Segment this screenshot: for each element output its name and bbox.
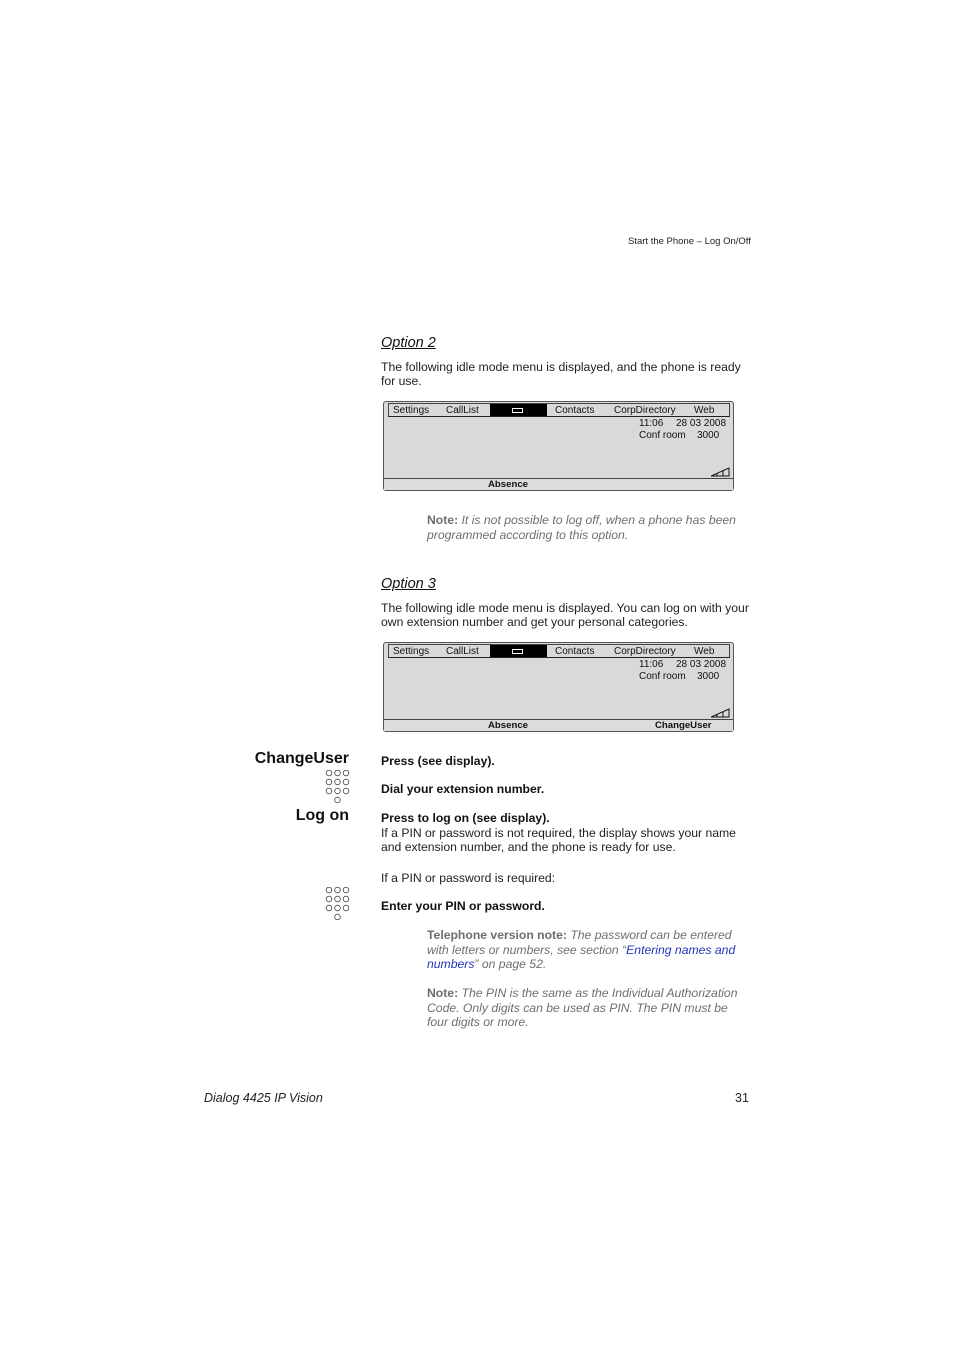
signal-strength-icon	[711, 708, 730, 718]
tab-web: Web	[694, 646, 715, 657]
display-room: Conf room	[639, 430, 686, 441]
version-note-text-2: ” on page 52.	[474, 957, 547, 972]
display-date: 28 03 2008	[676, 659, 727, 670]
changeuser-key-label: ChangeUser	[254, 750, 349, 767]
note-label: Note:	[427, 513, 459, 527]
pin-note	[427, 986, 752, 1030]
step-press-logon: Press to log on (see display).	[381, 811, 550, 825]
tab-contacts: Contacts	[555, 405, 595, 416]
note-text: It is not possible to log off, when a phone has been programmed according to this option.	[427, 513, 736, 542]
tab-calllist: CallList	[446, 646, 479, 657]
tab-idle-active	[490, 645, 547, 657]
pin-note-label: Note:	[427, 986, 459, 1000]
tab-settings: Settings	[393, 646, 430, 657]
display-extension: 3000	[697, 671, 720, 682]
tab-calllist: CallList	[446, 405, 479, 416]
softkey-bar	[384, 478, 733, 490]
pin-note-text: The PIN is the same as the Individual Authorization Code. Only digits can be used as PIN. The PIN must be four digits or more.	[427, 986, 738, 1030]
display-tab-bar	[388, 644, 730, 658]
option-2-title: Option 2	[381, 335, 436, 351]
step-enter-pin: Enter your PIN or password.	[381, 899, 545, 913]
telephone-version-note	[427, 928, 752, 972]
option-3-text: The following idle mode menu is displayed. You can log on with your own extension number and get your personal categories.	[381, 601, 749, 630]
display-extension: 3000	[697, 430, 720, 441]
softkey-absence[interactable]: Absence	[488, 479, 528, 490]
pin-required-text: If a PIN or password is required:	[381, 871, 556, 885]
display-room: Conf room	[639, 671, 686, 682]
tab-corpdirectory: CorpDirectory	[614, 405, 676, 416]
step-press-display: Press (see display).	[381, 754, 495, 768]
softkey-changeuser[interactable]: ChangeUser	[655, 720, 712, 731]
softkey-bar	[384, 719, 733, 731]
keypad-icon	[325, 770, 350, 803]
display-date: 28 03 2008	[676, 418, 727, 429]
running-header: Start the Phone – Log On/Off	[628, 236, 751, 247]
option-2-text: The following idle mode menu is displayed, and the phone is ready for use.	[381, 360, 741, 389]
phone-display-option-3	[383, 642, 734, 732]
option-3-title: Option 3	[381, 576, 436, 592]
softkey-absence[interactable]: Absence	[488, 720, 528, 731]
tab-web: Web	[694, 405, 715, 416]
display-time: 11:06	[639, 418, 664, 429]
entering-names-link[interactable]: Entering names and numbers	[427, 942, 736, 972]
display-tab-bar	[388, 403, 730, 417]
tab-settings: Settings	[393, 405, 430, 416]
step-dial-extension: Dial your extension number.	[381, 782, 545, 796]
footer-title: Dialog 4425 IP Vision	[204, 1091, 323, 1105]
idle-screen-icon	[512, 649, 523, 654]
version-note-label: Telephone version note:	[427, 928, 567, 942]
logon-description: If a PIN or password is not required, the display shows your name and extension number, and the phone is ready for use.	[381, 826, 736, 855]
display-time: 11:06	[639, 659, 664, 670]
tab-contacts: Contacts	[555, 646, 595, 657]
keypad-icon	[325, 887, 350, 920]
tab-corpdirectory: CorpDirectory	[614, 646, 676, 657]
signal-strength-icon	[711, 467, 730, 477]
version-note-text-1: The password can be entered with letters or numbers, see section “	[427, 928, 732, 957]
phone-display-option-2	[383, 401, 734, 491]
page-number: 31	[735, 1091, 749, 1105]
option-2-note	[427, 513, 752, 542]
idle-screen-icon	[512, 408, 523, 413]
logon-key-label: Log on	[295, 807, 349, 824]
tab-idle-active	[490, 404, 547, 416]
